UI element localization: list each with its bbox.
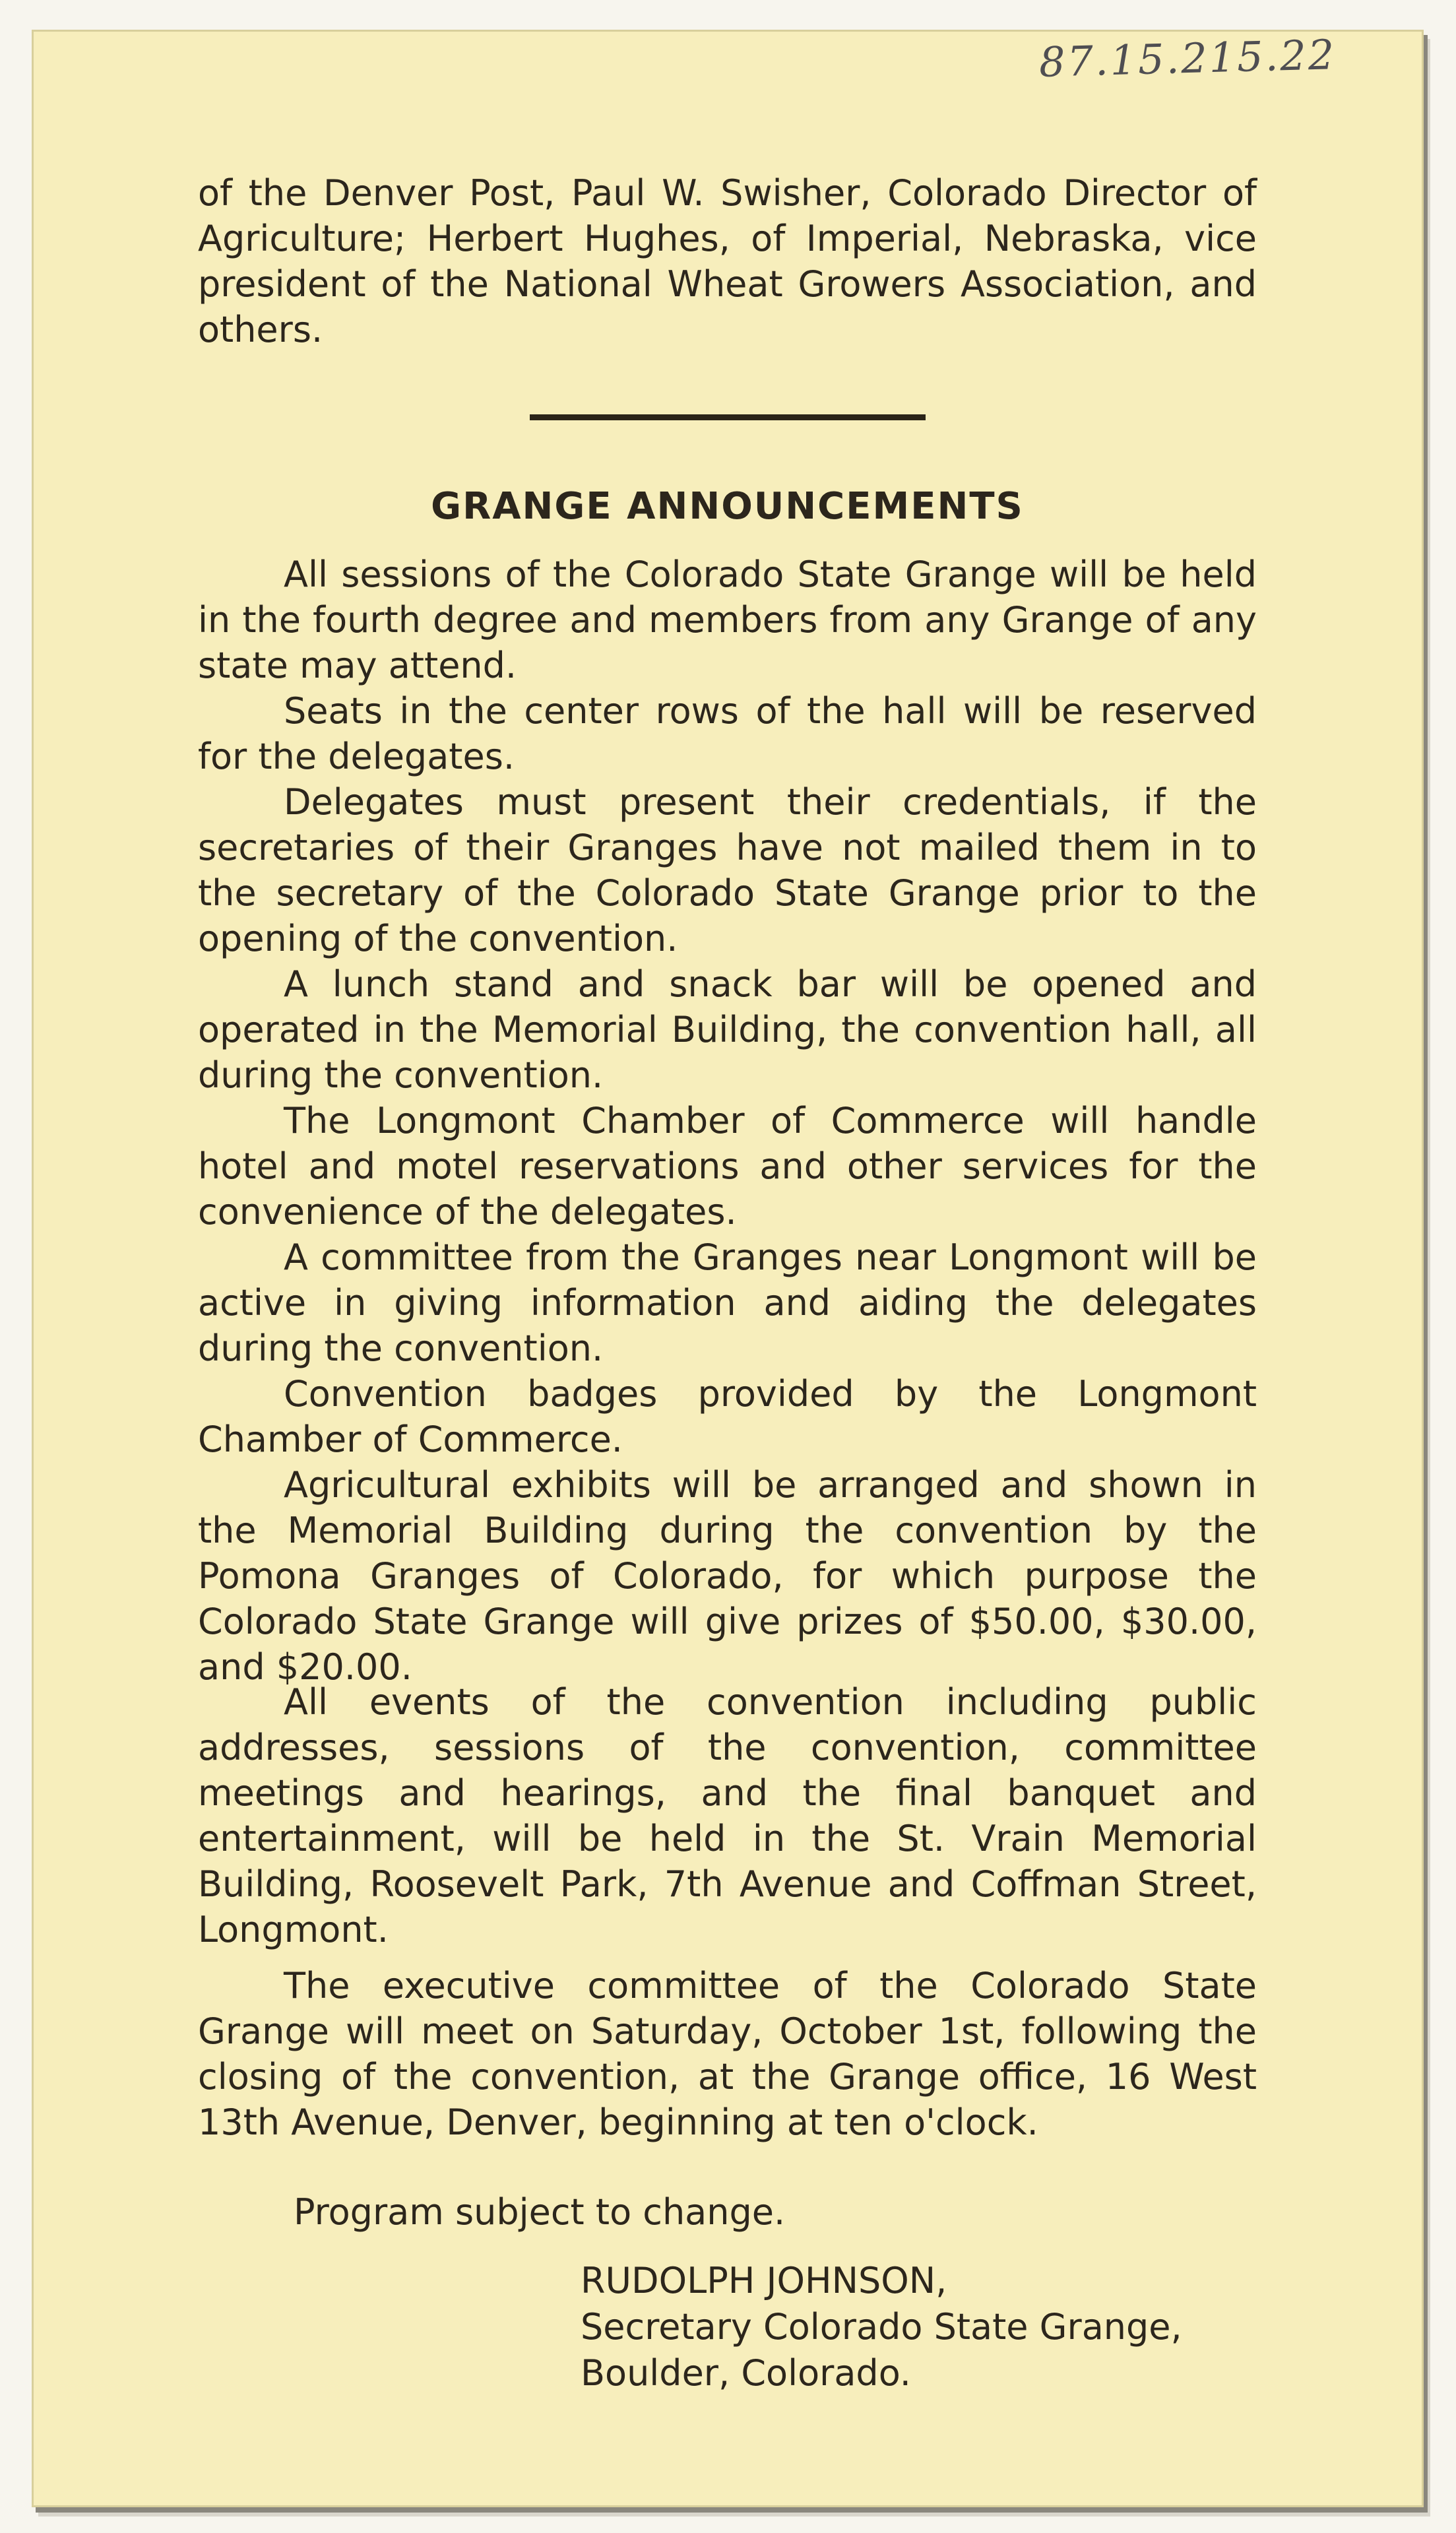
- announcement-exhibits: Agricultural exhibits will be arranged and shown in the Memorial Building during the convention by the Pomona Granges of Colorado, for which purpose the Colorado State Grange will give prizes of $50.00, $30.00, and $20.00.: [198, 1464, 1257, 1688]
- accession-number: 87.15.215.22: [1038, 30, 1337, 86]
- section-divider: [530, 414, 926, 420]
- announcement-credentials: Delegates must present their credentials, if the secretaries of their Granges have not mailed them in to the secretary of the Colorado State Grange prior to the opening of the convention.: [198, 781, 1257, 959]
- intro-section: [198, 170, 1257, 352]
- announcement-lunch-stand: A lunch stand and snack bar will be opened and operated in the Memorial Building, the convention hall, all during the convention.: [198, 963, 1257, 1096]
- signature-name: RUDOLPH JOHNSON,: [581, 2260, 947, 2301]
- signature-location: Boulder, Colorado.: [581, 2352, 911, 2394]
- closing-note: Program subject to change.: [294, 2191, 786, 2233]
- events-section: [198, 1679, 1257, 1952]
- announcement-sessions: All sessions of the Colorado State Grange will be held in the fourth degree and members from any Grange of any state may attend.: [198, 554, 1257, 686]
- announcement-committee: A committee from the Granges near Longmont will be active in giving information and aiding the delegates during the convention.: [198, 1236, 1257, 1369]
- executive-paragraph: The executive committee of the Colorado State Grange will meet on Saturday, October 1st, following the closing of the convention, at the Grange office, 16 West 13th Avenue, Denver, beginning at ten o'clock.: [198, 1965, 1257, 2143]
- events-paragraph: All events of the convention including public addresses, sessions of the convention, committee meetings and hearings, and the final banquet and entertainment, will be held in the St. Vrain Memorial Building, Roosevelt Park, 7th Avenue and Coffman Street, Longmont.: [198, 1681, 1257, 1950]
- section-heading: GRANGE ANNOUNCEMENTS: [431, 485, 1024, 528]
- announcement-seats: Seats in the center rows of the hall will be reserved for the delegates.: [198, 690, 1257, 777]
- executive-section: [198, 1963, 1257, 2145]
- announcement-badges: Convention badges provided by the Longmont Chamber of Commerce.: [198, 1373, 1257, 1460]
- signature-title: Secretary Colorado State Grange,: [581, 2306, 1182, 2348]
- announcement-reservations: The Longmont Chamber of Commerce will handle hotel and motel reservations and other services for the convenience of the delegates.: [198, 1100, 1257, 1233]
- signature-block: [581, 2258, 1182, 2396]
- announcements-list: [198, 552, 1257, 1690]
- intro-paragraph: of the Denver Post, Paul W. Swisher, Colorado Director of Agriculture; Herbert Hughes, of Imperial, Nebraska, vice president of the National Wheat Growers Association, and others.: [198, 172, 1257, 350]
